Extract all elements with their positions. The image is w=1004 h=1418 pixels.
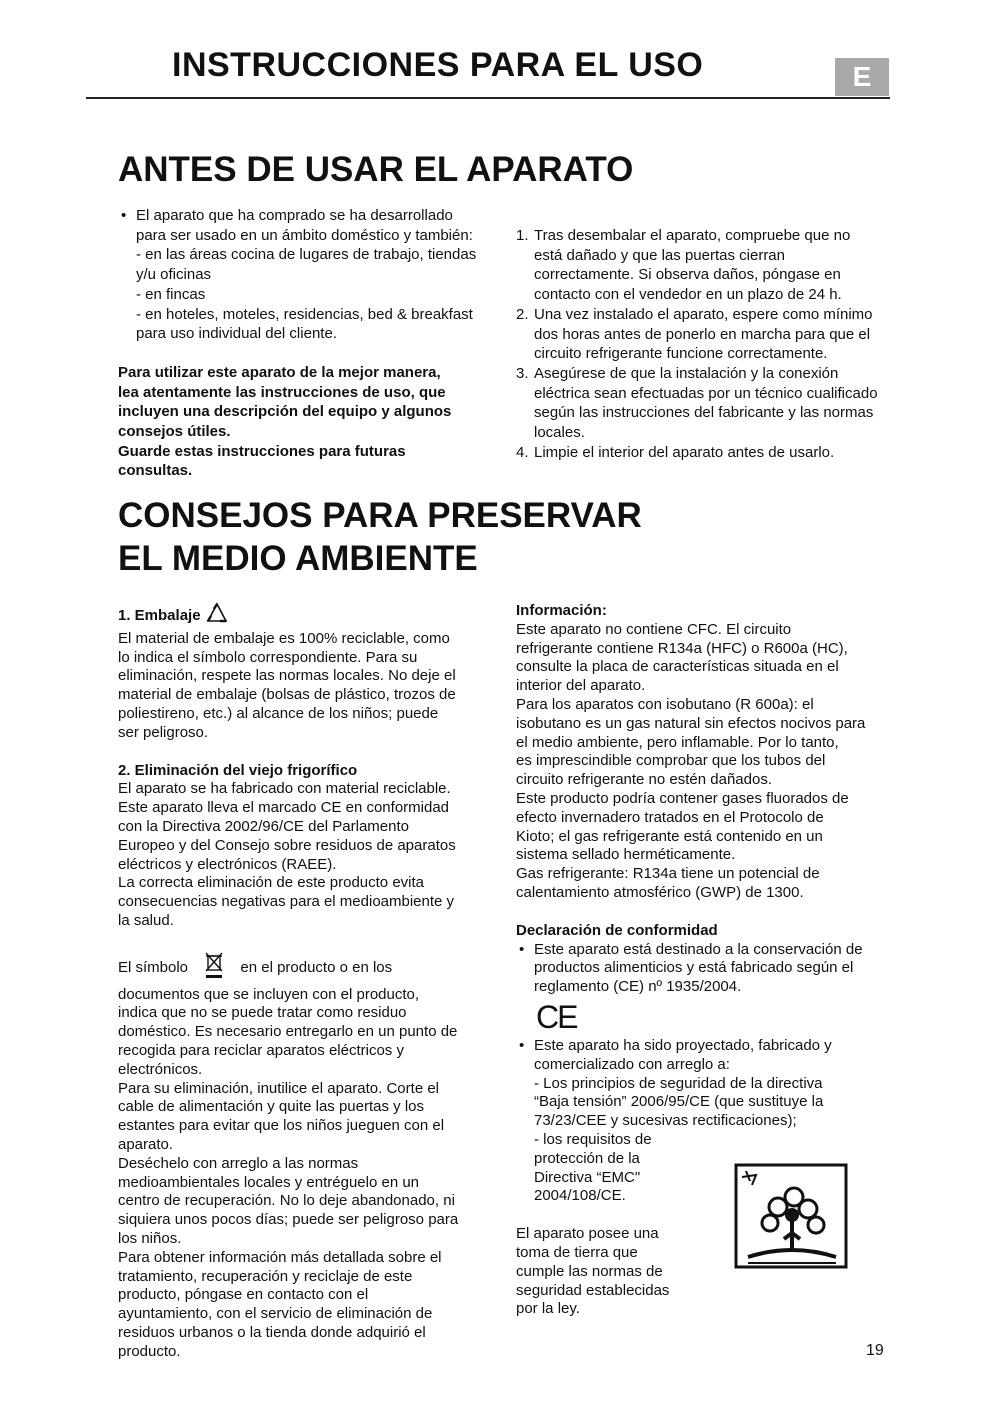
ce-mark-icon: CE <box>536 998 577 1035</box>
recycle-icon <box>205 602 229 630</box>
ground-paragraph: El aparato posee una toma de tierra que cumple las normas de seguridad establecidas por la ley. <box>516 1225 670 1318</box>
bullet-proyectado: • Este aparato ha sido proyectado, fabricado y comercializado con arreglo a: - Los principios de seguridad de la directiva “Baja tensión” 2006/95/CE (que sustituye la 73/23/CEE y sucesivas rectificaciones); - los requisitos de protección de la Directiva “EMC" 2004/108/CE. <box>516 1037 892 1206</box>
numbered-item-4: 4. Limpie el interior del aparato antes de usarlo. <box>516 443 835 461</box>
page-number: 19 <box>866 1342 884 1359</box>
language-badge: E <box>835 58 889 96</box>
section1-right-column <box>516 226 894 462</box>
eliminacion-heading: 2. Eliminación del viejo frigorífico <box>118 761 358 779</box>
embalaje-heading: 1. Embalaje <box>118 602 490 630</box>
section1-left-column <box>118 206 498 481</box>
bullet-uso-domestico: • El aparato que ha comprado se ha desarrollado para ser usado en un ámbito doméstico y también: - en las áreas cocina de lugares de trabajo, tiendas y/u oficinas - en fincas - en hoteles, moteles, residencias, bed & breakfast para uso individual del cliente. <box>118 206 498 344</box>
numbered-item-2: 2. Una vez instalado el aparato, espere como mínimo dos horas antes de ponerlo en marcha para que el circuito refrigerante funcione correctamente. <box>516 305 873 363</box>
symbol-line: El símbolo en el producto o en los <box>118 950 490 986</box>
bullet-conservacion: • Este aparato está destinado a la conservación de productos alimenticios y está fabricado según el reglamento (CE) nº 1935/2004. <box>516 941 892 997</box>
page-header-title: INSTRUCCIONES PARA EL USO <box>172 46 704 84</box>
header-divider <box>86 97 890 99</box>
numbered-item-1: 1. Tras desembalar el aparato, compruebe que no está dañado y que las puertas cierran correctamente. Si observa daños, póngase en contacto con el vendedor en un plazo de 24 h. <box>516 227 851 304</box>
section2-right-column: Información: Este aparato no contiene CFC. El circuito refrigerante contiene R134a (HFC) o R600a (HC), consulte la placa de características situada en el interior del aparato. Para los aparatos con isobutano (R 600a): el isobutano es un gas natural sin efectos nocivos para el medio ambiente, pero inflamable. Por lo tanto, es imprescindible comprobar que los tubos del circuito refrigerante no estén dañados. Este producto podría contener gases fluorados de efecto invernadero tratados en el Protocolo de Kioto; el gas refrigerante está contenido en un sistema sellado herméticamente. Gas refrigerante: R134a tiene un potencial de calentamiento atmosférico (GWP) de 1300. Declaración de conformidad • Este aparato está destinado a la conservación de productos alimenticios y está fabricado según el reglamento (CE) nº 1935/2004. CE • Este aparato ha sido proyectado, fabricado y comercializado con arreglo a: - Los principios de seguridad de la directiva “Baja tensión” 2006/95/CE (que sustituye la 73/23/CEE y sucesivas rectificaciones); - los requisitos de protección de la Directiva “EMC" 2004/108/CE. El aparato posee una toma de tierra que cumple las normas de seguridad establecidas por la ley. <box>516 602 892 1319</box>
section-title-consejos: CONSEJOS PARA PRESERVAR EL MEDIO AMBIENTE <box>118 496 642 578</box>
eco-label-icon <box>734 1163 848 1269</box>
informacion-heading: Información: <box>516 602 607 619</box>
crossed-bin-icon <box>202 950 226 986</box>
numbered-item-3: 3. Asegúrese de que la instalación y la conexión eléctrica sean efectuadas por un técnico cualificado según las instrucciones del fabricante y las normas locales. <box>516 364 878 442</box>
section2-left-column: 1. Embalaje El material de embalaje es 100% reciclable, como lo indica el símbolo correspondiente. Para su eliminación, respete las normas locales. No deje el material de embalaje (bolsas de plástico, trozos de poliestireno, etc.) al alcance de los niños; puede ser peligroso. 2. Eliminación del viejo frigorífico El aparato se ha fabricado con material reciclable. Este aparato lleva el marcado CE en conformidad con la Directiva 2002/96/CE del Parlamento Europeo y del Consejo sobre residuos de aparatos eléctricos y electrónicos (RAEE). La correcta eliminación de este producto evita consecuencias negativas para el medioambiente y la salud. El símbolo en el producto o en los documentos que se incluyen con el producto, indica que no se puede tratar como residuo doméstico. Es necesario entregarlo en un punto de recogida para reciclar aparatos eléctricos y electrónicos. Para su eliminación, inutilice el aparato. Corte el cable de alimentación y quite las puertas y los estantes para evitar que los niños jueguen con el aparato. Deséchelo con arreglo a las normas medioambientales locales y entréguelo en un centro de recuperación. No lo deje abandonado, ni siquiera unos pocos días; puede ser peligroso para los niños. Para obtener información más detallada sobre el tratamiento, recuperación y reciclaje de este producto, póngase en contacto con el ayuntamiento, con el servicio de eliminación de residuos urbanos o la tienda donde adquirió el producto. <box>118 602 490 1361</box>
bold-advice-paragraph: Para utilizar este aparato de la mejor manera, lea atentamente las instrucciones de uso, que incluyen una descripción del equipo y algunos consejos útiles. Guarde estas instrucciones para futuras consultas. <box>118 363 452 480</box>
declaracion-heading: Declaración de conformidad <box>516 921 718 939</box>
section-title-antes: ANTES DE USAR EL APARATO <box>118 150 634 189</box>
